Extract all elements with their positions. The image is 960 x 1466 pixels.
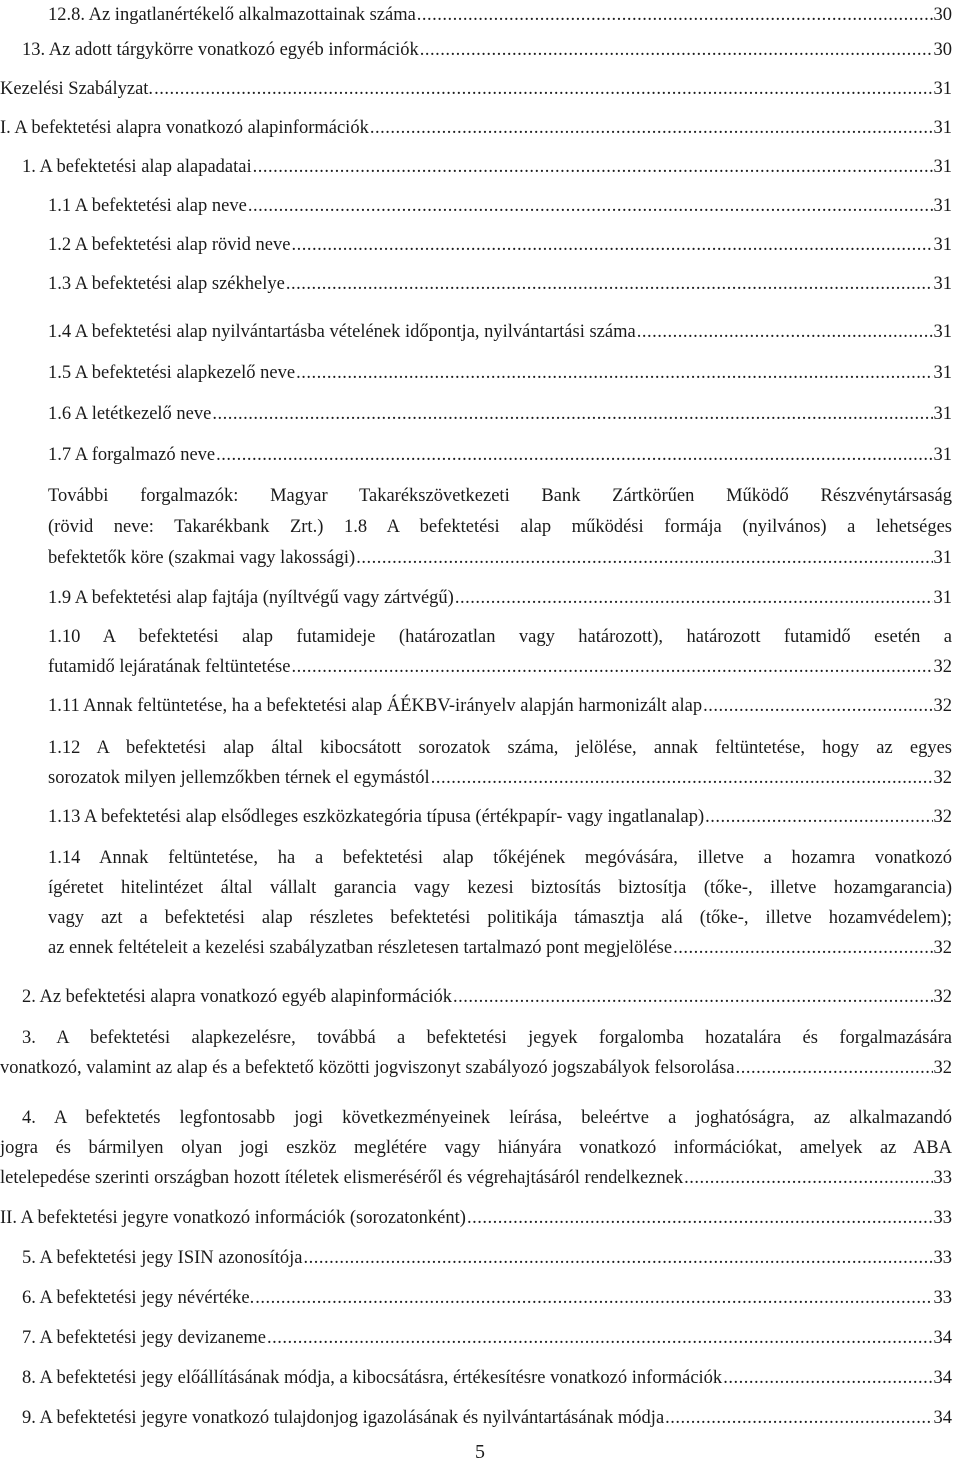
toc-entry — [48, 583, 952, 613]
toc-entry-line: További forgalmazók: Magyar Takarékszövetkezeti Bank Zártkörűen Működő Részvénytársaság — [48, 486, 952, 506]
toc-entry-title: futamidő lejáratának feltüntetése — [48, 657, 291, 677]
toc-entry — [0, 1163, 952, 1193]
toc-entry-page: 33 — [933, 1288, 952, 1308]
toc-entry-title: 1. A befektetési alap alapadatai — [22, 157, 252, 177]
toc-entry-line: 1.12 A befektetési alap által kibocsátott sorozatok száma, jelölése, annak feltüntetése, hogy az egyes — [48, 738, 952, 758]
toc-entry-page: 31 — [933, 322, 952, 342]
toc-entry — [22, 1363, 952, 1393]
toc-entry-page: 30 — [933, 40, 952, 60]
toc-entry-page: 31 — [933, 235, 952, 255]
toc-entry-page: 31 — [933, 363, 952, 383]
toc-entry-title: letelepedése szerinti országban hozott ítéletek elismeréséről és végrehajtásáról rendelkeznek — [0, 1168, 684, 1188]
page-number: 5 — [475, 1441, 485, 1463]
toc-entry-title: befektetők köre (szakmai vagy lakossági) — [48, 548, 356, 568]
toc-entry-title: 1.3 A befektetési alap székhelye — [48, 274, 285, 294]
toc-entry-line: 3. A befektetési alapkezelésre, továbbá a befektetési jegyek forgalomba hozatalára és forgalmazására — [22, 1028, 952, 1048]
toc-entry-title: 12.8. Az ingatlanértékelő alkalmazottainak száma — [48, 5, 416, 25]
toc-entry-title: 6. A befektetési jegy névértéke. — [22, 1288, 255, 1308]
toc-entry-page: 31 — [933, 588, 952, 608]
toc-entry-title: 1.11 Annak feltüntetése, ha a befektetési alap ÁÉKBV-irányelv alapján harmonizált alap — [48, 696, 703, 716]
toc-entry-title: vonatkozó, valamint az alap és a befektető közötti jogviszonyt szabályozó jogszabályok felsorolása — [0, 1058, 735, 1078]
toc-entry-page: 31 — [933, 118, 952, 138]
toc-entry-title: 1.5 A befektetési alapkezelő neve — [48, 363, 296, 383]
toc-entry-title: 2. Az befektetési alapra vonatkozó egyéb alapinformációk — [22, 987, 452, 1007]
toc-entry-page: 31 — [933, 548, 952, 568]
toc-entry-title: az ennek feltételeit a kezelési szabályzatban részletesen tartalmazó pont megjelölése — [48, 938, 673, 958]
toc-entry-title: I. A befektetési alapra vonatkozó alapinformációk — [0, 118, 369, 138]
toc-entry — [0, 113, 952, 143]
toc-entry-line: 4. A befektetés legfontosabb jogi következményeinek leírása, beleértve a joghatóságra, az alkalmazandó — [22, 1108, 952, 1128]
toc-entry-title: 1.4 A befektetési alap nyilvántartásba vételének időpontja, nyilvántartási száma — [48, 322, 636, 342]
toc-entry-title: 1.13 A befektetési alap elsődleges eszközkategória típusa (értékpapír- vagy ingatlanalap) — [48, 807, 705, 827]
toc-entry-page: 32 — [933, 657, 952, 677]
toc-entry-title: 1.7 A forgalmazó neve — [48, 445, 216, 465]
toc-entry-title: 13. Az adott tárgykörre vonatkozó egyéb információk — [22, 40, 419, 60]
toc-entry-line: 1.14 Annak feltüntetése, ha a befektetési alap tőkéjének megóvására, illetve a hozamra vonatkozó — [48, 848, 952, 868]
toc-entry — [0, 1053, 952, 1083]
toc-entry — [48, 543, 952, 573]
toc-entry — [48, 763, 952, 793]
toc-entry-page: 31 — [933, 79, 952, 99]
toc-entry-title: 1.6 A letétkezelő neve — [48, 404, 212, 424]
toc-entry-title: 5. A befektetési jegy ISIN azonosítója — [22, 1248, 303, 1268]
toc-entry — [0, 74, 952, 104]
toc-entry — [48, 230, 952, 260]
toc-entry — [22, 152, 952, 182]
toc-entry-page: 34 — [933, 1368, 952, 1388]
toc-entry — [48, 358, 952, 388]
toc-entry-page: 31 — [933, 157, 952, 177]
toc-entry — [22, 1403, 952, 1433]
toc-entry-page: 31 — [933, 404, 952, 424]
toc-entry-title: Kezelési Szabályzat. — [0, 79, 154, 99]
toc-entry-page: 31 — [933, 274, 952, 294]
toc-entry-title: 7. A befektetési jegy devizaneme — [22, 1328, 267, 1348]
toc-entry-page: 33 — [933, 1168, 952, 1188]
toc-entry — [0, 1203, 952, 1233]
toc-entry-page: 30 — [933, 5, 952, 25]
toc-entry — [48, 440, 952, 470]
toc-entry — [22, 1243, 952, 1273]
toc-entry — [48, 652, 952, 682]
toc-entry — [48, 0, 952, 30]
toc-entry — [22, 1323, 952, 1353]
toc-entry — [48, 802, 952, 832]
toc-entry — [48, 191, 952, 221]
toc-entry-title: 9. A befektetési jegyre vonatkozó tulajdonjog igazolásának és nyilvántartásának módja — [22, 1408, 665, 1428]
toc-entry — [48, 691, 952, 721]
toc-entry-page: 32 — [933, 938, 952, 958]
toc-entry-page: 32 — [933, 768, 952, 788]
toc-entry-page: 32 — [933, 696, 952, 716]
toc-entry-page: 31 — [933, 445, 952, 465]
toc-entry — [48, 933, 952, 963]
toc-entry-page: 32 — [933, 987, 952, 1007]
toc-entry-line: ígéretet hitelintézet által vállalt garancia vagy kezesi biztosítás biztosítja (tőke-, illetve hozamgarancia) — [48, 878, 952, 898]
toc-entry-page: 32 — [933, 807, 952, 827]
toc-entry — [48, 317, 952, 347]
toc-entry-page: 33 — [933, 1208, 952, 1228]
toc-entry-title: 1.1 A befektetési alap neve — [48, 196, 247, 216]
toc-entry-line: jogra és bármilyen olyan jogi eszköz meglétére vagy hiányára vonatkozó információkat, amelyek az ABA — [0, 1138, 952, 1158]
toc-entry-page: 34 — [933, 1408, 952, 1428]
toc-entry-page: 34 — [933, 1328, 952, 1348]
toc-entry — [22, 1283, 952, 1313]
toc-entry-title: 1.9 A befektetési alap fajtája (nyíltvégű vagy zártvégű) — [48, 588, 454, 608]
toc-entry — [22, 35, 952, 65]
toc-entry — [48, 269, 952, 299]
toc-entry-title: 1.2 A befektetési alap rövid neve — [48, 235, 291, 255]
toc-entry-title: 8. A befektetési jegy előállításának módja, a kibocsátásra, értékesítésre vonatkozó információk — [22, 1368, 723, 1388]
toc-entry-line: vagy azt a befektetési alap részletes befektetési politikája támasztja alá (tőke-, illetve hozamvédelem); — [48, 908, 952, 928]
toc-entry-page: 33 — [933, 1248, 952, 1268]
toc-entry-line: (rövid neve: Takarékbank Zrt.) 1.8 A befektetési alap működési formája (nyilvános) a lehetséges — [48, 517, 952, 537]
toc-entry — [48, 399, 952, 429]
toc-entry-page: 32 — [933, 1058, 952, 1078]
toc-entry-line: 1.10 A befektetési alap futamideje (határozatlan vagy határozott), határozott futamidő esetén a — [48, 627, 952, 647]
toc-entry-title: sorozatok milyen jellemzőkben térnek el egymástól — [48, 768, 430, 788]
toc-entry — [22, 982, 952, 1012]
toc-entry-page: 31 — [933, 196, 952, 216]
toc-entry-title: II. A befektetési jegyre vonatkozó információk (sorozatonként) — [0, 1208, 466, 1228]
